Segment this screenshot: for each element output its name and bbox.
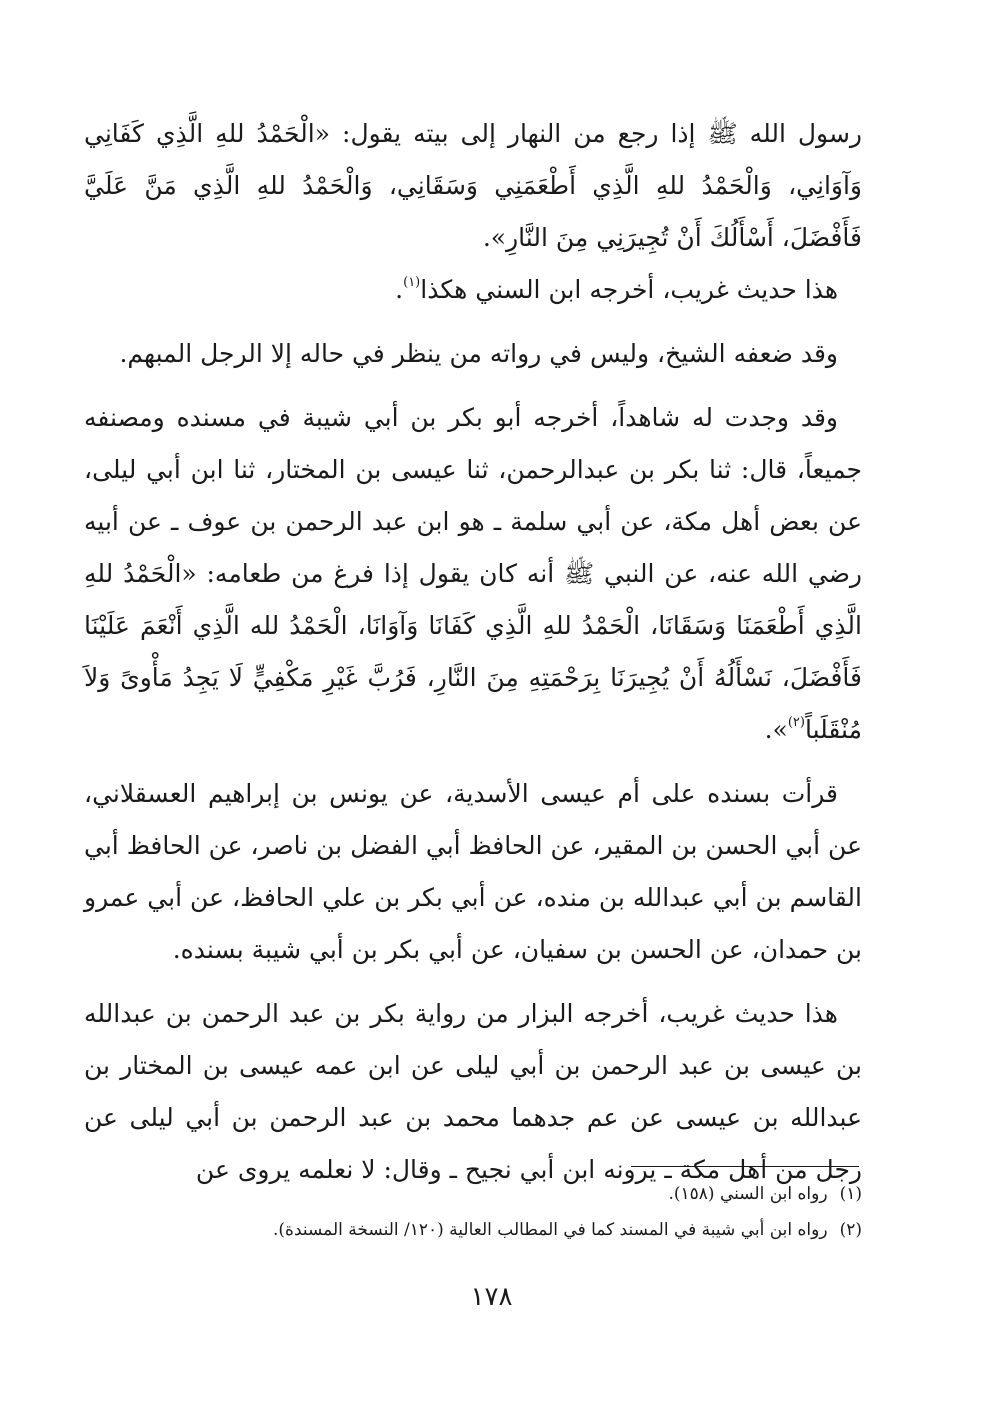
paragraph-grading — [84, 264, 862, 316]
paragraph-weakness: وقد ضعفه الشيخ، وليس في رواته من ينظر في حاله إلا الرجل المبهم. — [119, 339, 838, 368]
paragraph-grading-end: . — [395, 275, 404, 304]
footnote-1-text: رواه ابن السني (١٥٨). — [668, 1184, 828, 1204]
footnotes — [84, 1176, 862, 1248]
paragraph-witness-text: وقد وجدت له شاهداً، أخرجه أبو بكر بن أبي شيبة في مسنده ومصنفه جميعاً، قال: ثنا بكر بن عبدالرحمن، ثنا عيسى بن المختار، ثنا ابن أبي ليلى، عن بعض أهل مكة، عن أبي سلمة ـ هو ابن عبد الرحمن بن عوف ـ عن أبيه رضي الله عنه، عن النبي ﷺ أنه كان يقول إذا فرغ من طعامه: «الْحَمْدُ للهِ الَّذِي أَطْعَمَنَا وَسَقَانَا، الْحَمْدُ للهِ الَّذِي كَفَانَا وَآوَانَا، الْحَمْدُ لله الَّذِي أَنْعَمَ عَلَيْنَا فَأَفْضَلَ، نَسْأَلُهُ أَنْ يُجِيرَنَا بِرَحْمَتِهِ مِنَ النَّارِ، فَرُبَّ غَيْرِ مَكْفِيٍّ لَا يَجِدُ مَأْوىً وَلاَ مُنْقَلَباً — [84, 403, 862, 744]
footnote-ref-2: (٢) — [787, 715, 805, 730]
footnote-2-text: رواه ابن أبي شيبة في المسند كما في المطالب العالية (١٢٠/ النسخة المسندة). — [273, 1220, 828, 1240]
paragraph-bazzar: هذا حديث غريب، أخرجه البزار من رواية بكر بن عبد الرحمن بن عبدالله بن عيسى بن عبد الرحمن بن أبي ليلى عن ابن عمه عيسى بن المختار بن عبدالله بن عيسى عن عم جدهما محمد بن عبد الرحمن بن أبي ليلى عن رجل من أهل مكة ـ يرونه ابن أبي نجيح ـ وقال: لا نعلمه يروى عن — [84, 999, 862, 1184]
paragraph-grading-text: هذا حديث غريب، أخرجه ابن السني هكذا — [420, 275, 838, 304]
footnote-divider — [631, 1166, 859, 1167]
paragraph-hadith-prayer: رسول الله ﷺ إذا رجع من النهار إلى بيته يقول: «الْحَمْدُ للهِ الَّذِي كَفَانِي وَآوَانِي، وَالْحَمْدُ للهِ الَّذِي أَطْعَمَنِي وَسَقَانِي، وَالْحَمْدُ للهِ الَّذِي مَنَّ عَلَيَّ فَأَفْضَلَ، أَسْأَلُكَ أَنْ تُجِيرَنِي مِنَ النَّارِ». — [84, 119, 862, 252]
footnote-ref-1: (١) — [403, 275, 421, 290]
footnote-1-number: (١) — [839, 1184, 862, 1204]
paragraph-witness-end: ». — [764, 715, 788, 744]
footnote-2 — [84, 1212, 862, 1248]
page-body — [84, 108, 862, 1208]
paragraph-isnad: قرأت بسنده على أم عيسى الأسدية، عن يونس بن إبراهيم العسقلاني، عن أبي الحسن بن المقير، عن الحافظ أبي الفضل بن ناصر، عن الحافظ أبي القاسم بن أبي عبدالله بن منده، عن أبي بكر بن علي الحافظ، عن أبي عمرو بن حمدان، عن الحسن بن سفيان، عن أبي بكر بن أبي شيبة بسنده. — [84, 779, 862, 964]
footnote-2-number: (٢) — [839, 1220, 862, 1240]
footnote-1 — [84, 1176, 862, 1212]
page-number: ١٧٨ — [470, 1282, 513, 1312]
paragraph-witness — [84, 392, 862, 756]
